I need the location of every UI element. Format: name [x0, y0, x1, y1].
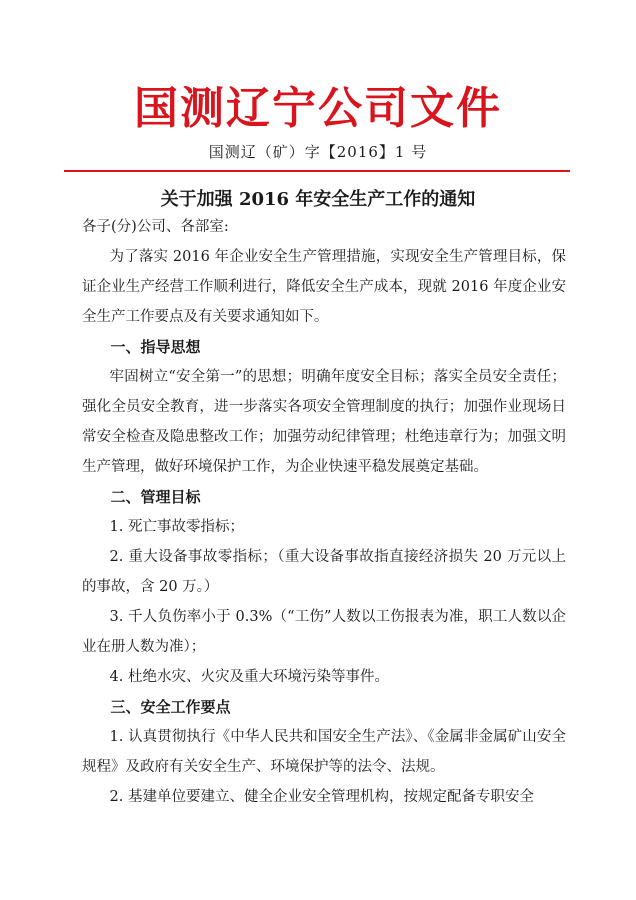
safety-point-item: 2. 基建单位要建立、健全企业安全管理机构，按规定配备专职安全: [109, 789, 534, 805]
goal-item: 4. 杜绝水灾、火灾及重大环境污染等事件。: [109, 669, 389, 685]
section-heading-management-goals: 二、管理目标: [110, 488, 201, 506]
goal-item: 2. 重大设备事故零指标；（重大设备事故指直接经济损失 20 万元以上的事故，含 20 万。）: [82, 549, 566, 595]
document-body: [82, 212, 566, 812]
salutation: 各子(分)公司、各部室:: [82, 219, 229, 235]
red-divider-line: [64, 170, 570, 172]
document-number: 国测辽（矿）字【2016】1 号: [208, 143, 428, 161]
safety-point-item: 1. 认真贯彻执行《中华人民共和国安全生产法》、《金属非金属矿山安全规程》及政府有关安全生产、环境保护等的法令、法规。: [82, 729, 566, 775]
goal-item: 1. 死亡事故零指标；: [109, 519, 244, 535]
org-title: 国测辽宁公司文件: [134, 83, 502, 134]
intro-paragraph: 为了落实 2016 年企业安全生产管理措施，实现安全生产管理目标，保证企业生产经营工作顺利进行，降低安全生产成本，现就 2016 年度企业安全生产工作要点及有关要求通知如下。: [82, 249, 566, 325]
notice-title: 关于加强 2016 年安全生产工作的通知: [160, 189, 476, 210]
section-heading-guiding-thought: 一、指导思想: [110, 338, 201, 356]
goal-item: 3. 千人负伤率小于 0.3%（“工伤”人数以工伤报表为准，职工人数以企业在册人数为准）；: [82, 609, 566, 655]
section-paragraph: 牢固树立“安全第一”的思想；明确年度安全目标；落实全员安全责任；强化全员安全教育，进一步落实各项安全管理制度的执行；加强作业现场日常安全检查及隐患整改工作；加强劳动纪律管理；杜绝违章行为；加强文明生产管理，做好环境保护工作，为企业快速平稳发展奠定基础。: [82, 369, 566, 475]
section-heading-safety-points: 三、安全工作要点: [110, 698, 231, 716]
